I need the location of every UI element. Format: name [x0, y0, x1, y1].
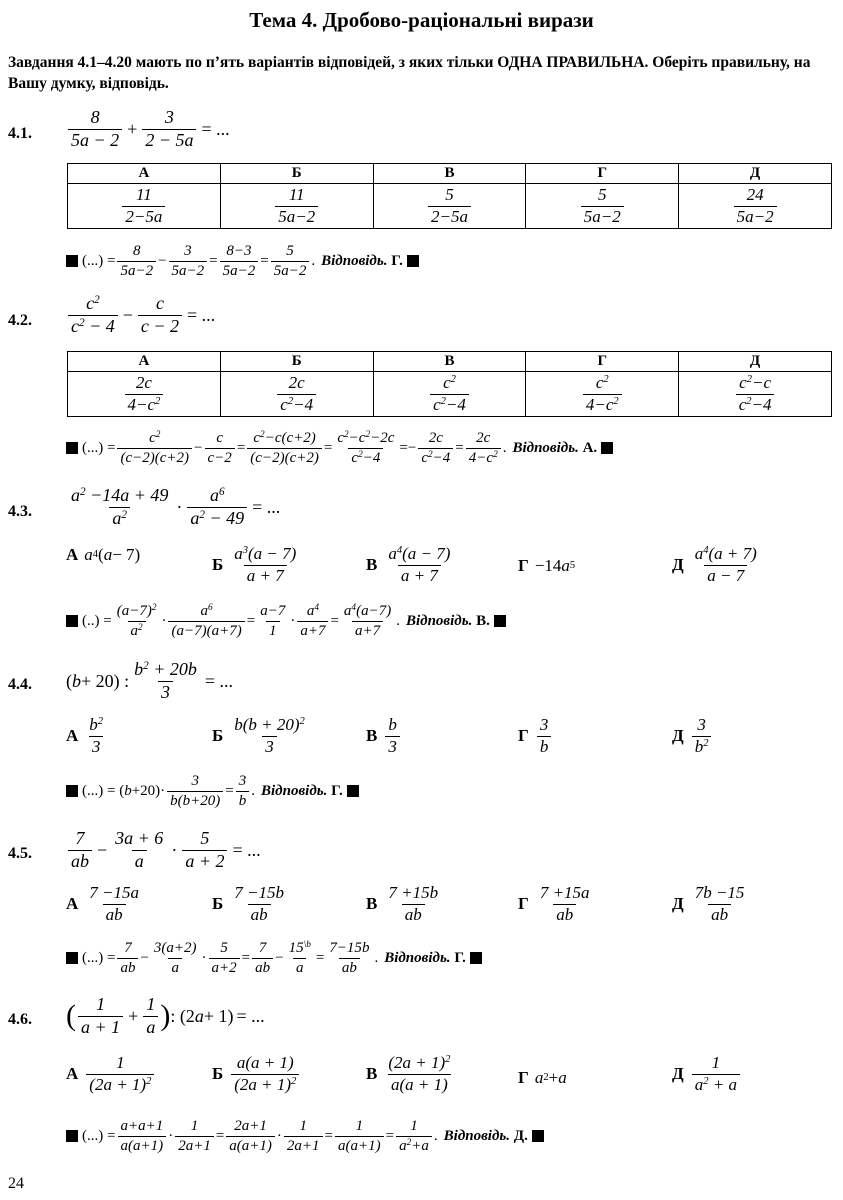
answer-header: А — [68, 352, 221, 372]
option-e: Д $\frac{3}{b^2}$ — [672, 716, 713, 756]
option-a: А $\frac{7 -15a}{ab}$ — [66, 883, 140, 924]
solution: (...) = $\frac{c^2}{(c-2)(c+2)}$ − $\frac{c}{c-2}$ = $\frac{c^2-c(c+2)}{(c-2)(c+2)}$ = $\frac{c^2-c^2-2c}{c^2-4}$ =− $\frac{2c}{c^2-4}$ = $\frac{2c}{4-c^2}$ . Відповідь. А. — [62, 430, 617, 466]
task-expression: $\frac{7}{ab}$ − $\frac{3a + 6}{a}$ · $\frac{5}{a + 2}$ = ... — [66, 829, 264, 872]
solution: (...) = $\frac{7}{ab}$ − $\frac{3(a+2)}{a}$ · $\frac{5}{a+2}$ = $\frac{7}{ab}$ − $\frac{15^{\backslash b}}{a}$ = $\frac{7-15b}{ab}$ . Відповідь. Г. — [62, 940, 486, 976]
answer-value: Д. — [513, 1127, 528, 1144]
option-a: А $\frac{b^2}{3}$ — [66, 715, 104, 756]
task-number: 4.2. — [8, 312, 32, 329]
option-b: Б $\frac{7 -15b}{ab}$ — [212, 883, 284, 924]
task-expression: ( $\frac{1}{a + 1}$ + $\frac{1}{a}$ ) : (2 a + 1) = ... — [66, 994, 265, 1037]
option-letter: Д — [672, 726, 684, 746]
instructions: Завдання 4.1–4.20 мають по п’ять варіантів відповідей, з яких тільки ОДНА ПРАВИЛЬНА. Оберіть правильну, на Вашу думку, відповідь. — [8, 54, 811, 92]
answer-option: $\frac{24}{5a-2}$ — [679, 184, 832, 229]
option-letter: Д — [672, 555, 684, 575]
option-letter: Г — [518, 894, 529, 914]
solution-start-marker — [66, 255, 78, 267]
solution-end-marker — [407, 255, 419, 267]
solution-start-marker — [66, 785, 78, 797]
answer-header: Г — [526, 352, 679, 372]
solution-start-marker — [66, 442, 78, 454]
task-expression: $\frac{a^2 -14a + 49}{a^2}$ · $\frac{a^6}{a^2 - 49}$ = ... — [71, 485, 281, 528]
answer-option: $\frac{11}{2-5a}$ — [68, 184, 221, 229]
option-e: Д $\frac{a^4(a + 7)}{a - 7}$ — [672, 544, 757, 585]
answer-option: $\frac{c^2}{4-c^2}$ — [526, 372, 679, 417]
option-b: Б $\frac{a(a + 1)}{(2a + 1)^2}$ — [212, 1054, 301, 1094]
solution-end-marker — [347, 785, 359, 797]
option-c: В $\frac{b}{3}$ — [366, 716, 402, 756]
option-letter: Б — [212, 1064, 224, 1084]
option-a: А a 4 ( a − 7) — [66, 545, 141, 564]
answer-option: $\frac{11}{5a-2}$ — [220, 184, 373, 229]
answer-option: $\frac{2c}{4-c^2}$ — [68, 372, 221, 417]
answer-header: В — [373, 164, 526, 184]
option-letter: Г — [518, 726, 529, 746]
solution: (...) = ( b +20)· $\frac{3}{b(b+20)}$ = $\frac{3}{b}$ . Відповідь. Г. — [62, 773, 363, 809]
option-letter: Д — [672, 1064, 684, 1084]
answer-value: А. — [582, 439, 598, 456]
solution: (..) = $\frac{(a-7)^2}{a^2}$ · $\frac{a^6}{(a-7)(a+7)}$ = $\frac{a-7}{1}$ · $\frac{a^4}{a+7}$ = $\frac{a^4(a-7)}{a+7}$ . Відповідь. В. — [62, 603, 510, 639]
solution: (...) = $\frac{8}{5a-2}$ − $\frac{3}{5a-2}$ = $\frac{8-3}{5a-2}$ = $\frac{5}{5a-2}$ . Відповідь. Г. — [62, 243, 423, 279]
task-number: 4.5. — [8, 845, 32, 862]
answer-table — [67, 163, 832, 229]
solution-end-marker — [470, 952, 482, 964]
option-letter: А — [66, 1064, 79, 1084]
answer-label: Відповідь. — [512, 439, 579, 456]
option-letter: Г — [518, 1068, 529, 1087]
answer-value: Г. — [454, 949, 466, 966]
option-letter: В — [366, 555, 378, 575]
option-d: Г −14 a 5 — [518, 556, 576, 575]
task-number: 4.6. — [8, 1011, 32, 1028]
option-b: Б $\frac{b(b + 20)^2}{3}$ — [212, 715, 305, 756]
answer-label: Відповідь. — [261, 782, 328, 799]
option-e: Д $\frac{1}{a^2 + a}$ — [672, 1054, 742, 1094]
option-a: А $\frac{1}{(2a + 1)^2}$ — [66, 1054, 156, 1094]
answer-header: Б — [220, 164, 373, 184]
solution-start-marker — [66, 1130, 78, 1142]
answer-label: Відповідь. — [384, 949, 451, 966]
option-letter: В — [366, 1064, 378, 1084]
solution-end-marker — [532, 1130, 544, 1142]
option-c: В $\frac{(2a + 1)^2}{a(a + 1)}$ — [366, 1053, 451, 1094]
answer-option: $\frac{5}{2-5a}$ — [373, 184, 526, 229]
answer-header: В — [373, 352, 526, 372]
solution-end-marker — [494, 615, 506, 627]
option-letter: Д — [672, 894, 684, 914]
answer-table — [67, 351, 832, 417]
option-letter: А — [66, 726, 79, 746]
option-letter: А — [66, 894, 79, 914]
option-letter: В — [366, 894, 378, 914]
task-number: 4.4. — [8, 676, 32, 693]
answer-value: Г. — [331, 782, 343, 799]
task-expression: $\frac{c^2}{c^2 - 4}$ − $\frac{c}{c - 2}$ = ... — [66, 294, 218, 337]
task-number: 4.3. — [8, 503, 32, 520]
option-d: Г $\frac{3}{b}$ — [518, 716, 553, 756]
answer-label: Відповідь. — [443, 1127, 511, 1144]
answer-value: Г. — [391, 252, 403, 269]
option-letter: Г — [518, 556, 529, 575]
solution: (...) = $\frac{a+a+1}{a(a+1)}$ · $\frac{1}{2a+1}$ = $\frac{2a+1}{a(a+1)}$ · $\frac{1}{2a+1}$ = $\frac{1}{a(a+1)}$ = $\frac{1}{a^2+a}$ . Відповідь. Д. — [62, 1118, 548, 1154]
task-expression: $\frac{8}{5a - 2}$ + $\frac{3}{2 - 5a}$ = ... — [66, 108, 233, 151]
answer-option: $\frac{5}{5a-2}$ — [526, 184, 679, 229]
option-d: Г a 2 + a — [518, 1068, 567, 1087]
option-e: Д $\frac{7b -15}{ab}$ — [672, 883, 745, 924]
answer-header: Д — [679, 352, 832, 372]
option-letter: А — [66, 545, 79, 564]
option-b: Б $\frac{a^3(a - 7)}{a + 7}$ — [212, 544, 297, 585]
option-letter: Б — [212, 555, 224, 575]
answer-option: $\frac{c^2}{c^2-4}$ — [373, 372, 526, 417]
answer-option: $\frac{c^2-c}{c^2-4}$ — [679, 372, 832, 417]
option-letter: Б — [212, 726, 224, 746]
solution-end-marker — [601, 442, 613, 454]
option-c: В $\frac{7 +15b}{ab}$ — [366, 883, 439, 924]
option-letter: Б — [212, 894, 224, 914]
page-title: Тема 4. Дробово-раціональні вирази — [249, 8, 594, 32]
answer-label: Відповідь. — [405, 612, 473, 629]
answer-header: А — [68, 164, 221, 184]
option-d: Г $\frac{7 +15a}{ab}$ — [518, 883, 590, 924]
page-number: 24 — [8, 1175, 24, 1192]
option-letter: В — [366, 726, 378, 746]
answer-header: Г — [526, 164, 679, 184]
option-c: В $\frac{a^4(a - 7)}{a + 7}$ — [366, 544, 451, 585]
solution-start-marker — [66, 952, 78, 964]
answer-header: Д — [679, 164, 832, 184]
task-expression: ( b + 20) : $\frac{b^2 + 20b}{3}$ = ... — [66, 659, 234, 702]
answer-header: Б — [220, 352, 373, 372]
answer-value: В. — [476, 612, 490, 629]
answer-option: $\frac{2c}{c^2-4}$ — [220, 372, 373, 417]
answer-label: Відповідь. — [321, 252, 388, 269]
solution-start-marker — [66, 615, 78, 627]
task-number: 4.1. — [8, 125, 32, 142]
